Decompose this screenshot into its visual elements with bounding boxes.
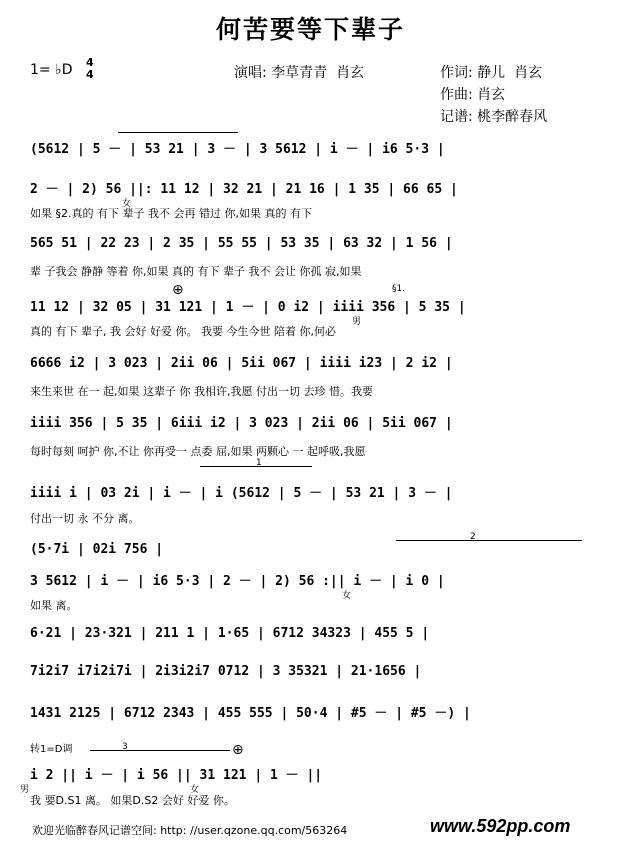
modulation-note: 转1=D调 [30,744,73,755]
staff-notes: i 2 || i － | i 56 || 31 121 | 1 － || [30,768,323,783]
slur [118,132,238,133]
staff-notes: (5·7i | 02i 756 | [30,542,164,557]
singers-credit: 演唱: 李草青青 肖玄 [234,65,365,81]
staff-lyrics: 如果 离。 [30,599,78,612]
staff-lyrics: 付出一切 永 不分 离。 [30,512,140,525]
staff-notes: (5612 | 5 － | 53 21 | 3 － | 3 5612 | i － | i6 5·3 | [30,142,445,157]
transcriber-credit: 记谱: 桃李醉春风 [440,109,548,125]
female-part-marker: 女 [190,785,200,795]
segno-1-marker: §1. [392,284,406,294]
volta-bracket [90,750,230,751]
staff-notes: 1431 2125 | 6712 2343 | 455 555 | 50·4 | #5 － | #5 －) | [30,706,471,721]
staff-lyrics: 我 要D.S1 离。 如果D.S2 会好 好爱 你。 [30,794,235,807]
staff-notes: 2 － | 2) 56 ||: 11 12 | 32 21 | 21 16 | 1 35 | 66 65 | [30,182,458,197]
staff-notes: 6666 i2 | 3 023 | 2ii 06 | 5ii 067 | iiii i23 | 2 i2 | [30,356,453,371]
staff-notes: 565 51 | 22 23 | 2 35 | 55 55 | 53 35 | 63 32 | 1 56 | [30,236,453,251]
staff-lyrics: 如果 §2.真的 有下 辈子 我不 会再 错过 你,如果 真的 有下 [30,207,312,220]
lyricist-credit: 作词: 静儿 肖玄 [440,65,543,81]
staff-notes: iiii i | 03 2i | i － | i (5612 | 5 － | 53 21 | 3 － | [30,486,453,501]
staff-lyrics: 真的 有下 辈子, 我 会好 好爱 你。 我要 今生今世 陪着 你,何必 [30,325,336,338]
staff-lyrics: 每时每刻 呵护 你,不让 你再受一 点委 屈,如果 两颗心 一 起呼吸,我愿 [30,445,366,458]
volta-number: 3 [122,742,128,752]
male-part-marker: 男 [352,317,362,327]
song-title: 何苦要等下辈子 [215,15,405,44]
staff-lyrics: 来生来世 在一 起,如果 这辈子 你 我相许,我愿 付出一切 去珍 惜。我要 [30,385,373,398]
staff-notes: 7i2i7 i7i2i7i | 2i3i2i7 0712 | 3 35321 | 21·1656 | [30,664,422,679]
key-signature: 1= ♭D [30,62,73,78]
female-part-marker: 女 [122,199,132,209]
staff-notes: iiii 356 | 5 35 | 6iii i2 | 3 023 | 2ii 06 | 5ii 067 | [30,416,453,431]
footer-text: 欢迎光临醉春风记谱空间: http: //user.qzone.qq.com/563264 [32,824,348,837]
volta-bracket [396,540,582,541]
staff-notes: 11 12 | 32 05 | 31 121 | 1 － | 0 i2 | iiii 356 | 5 35 | [30,300,466,315]
staff-lyrics: 辈 子我会 静静 等着 你,如果 真的 有下 辈子 我不 会让 你孤 寂,如果 [30,265,362,278]
composer-credit: 作曲: 肖玄 [440,87,506,103]
male-part-marker: 男 [20,785,30,795]
coda-icon: ⊕ [232,742,244,758]
coda-icon: ⊕ [172,282,184,298]
time-signature-top: 4 [86,56,94,69]
volta-number: 2 [470,532,476,542]
time-signature-bottom: 4 [86,68,94,81]
female-part-marker: 女 [342,591,352,601]
staff-notes: 3 5612 | i － | i6 5·3 | 2 － | 2) 56 :|| i － | i 0 | [30,574,445,589]
volta-number: 1 [256,458,262,468]
site-watermark[interactable]: www.592pp.com [430,816,571,836]
staff-notes: 6·21 | 23·321 | 211 1 | 1·65 | 6712 34323 | 455 5 | [30,626,430,641]
